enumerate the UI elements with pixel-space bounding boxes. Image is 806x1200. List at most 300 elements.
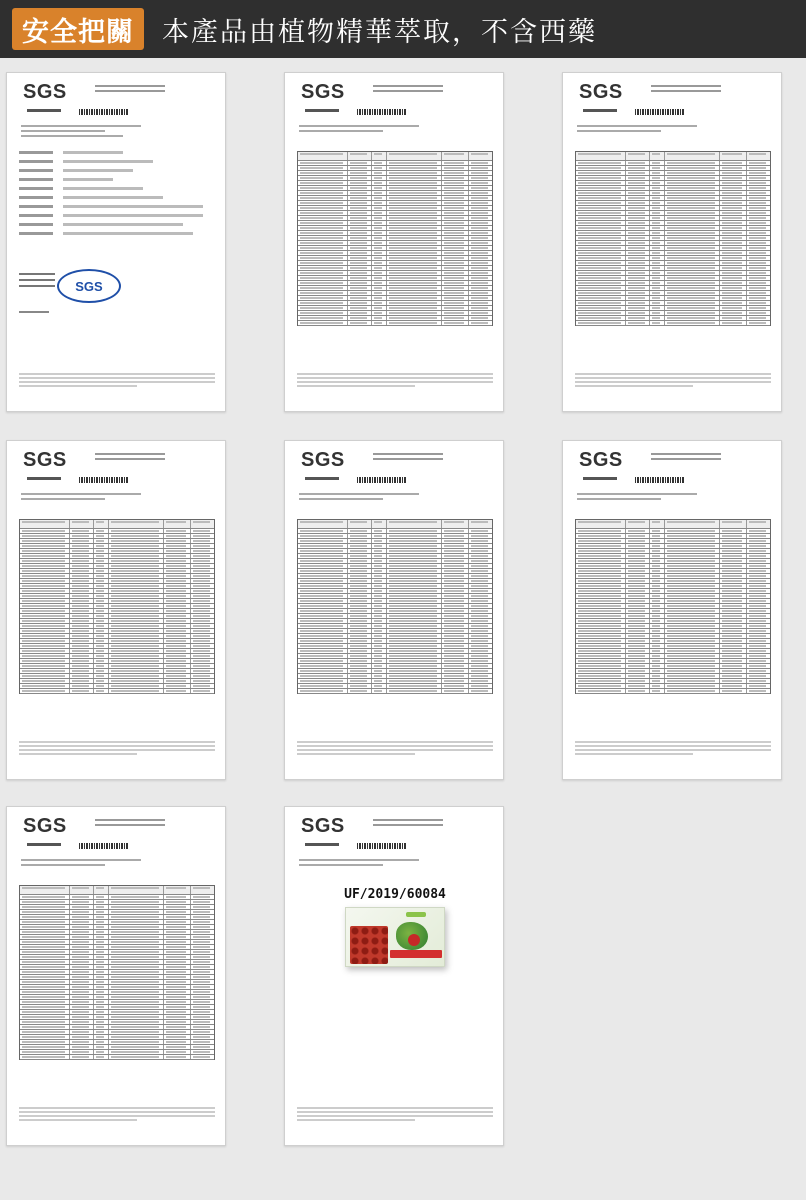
footer-text: [19, 373, 215, 389]
table-cell: [109, 925, 163, 929]
table-cell: [650, 684, 666, 688]
table-cell: [109, 589, 163, 593]
table-cell: [442, 226, 469, 230]
table-cell: [348, 529, 371, 533]
table-cell: [348, 609, 371, 613]
table-cell: [70, 1005, 93, 1009]
table-cell: [20, 940, 70, 944]
sgs-logo: SGS: [301, 81, 345, 103]
table-cell: [387, 684, 441, 688]
table-cell: [576, 619, 626, 623]
table-cell: [70, 970, 93, 974]
table-cell: [576, 271, 626, 275]
table-cell: [665, 196, 719, 200]
table-cell: [576, 679, 626, 683]
table-cell: [348, 261, 371, 265]
table-cell: [720, 544, 747, 548]
table-cell: [20, 609, 70, 613]
table-cell: [442, 256, 469, 260]
table-cell: [191, 995, 214, 999]
table-cell: [372, 206, 388, 210]
table-cell: [626, 649, 649, 653]
table-cell: [164, 920, 191, 924]
table-cell: [94, 1055, 110, 1059]
table-cell: [94, 900, 110, 904]
table-cell: [387, 296, 441, 300]
table-cell: [665, 669, 719, 673]
table-cell: [298, 291, 348, 295]
table-cell: [387, 321, 441, 325]
table-cell: [372, 216, 388, 220]
table-cell: [191, 985, 214, 989]
table-cell: [109, 539, 163, 543]
test-report-page-8: [284, 806, 504, 1146]
table-cell: [576, 604, 626, 608]
table-cell: [70, 649, 93, 653]
table-cell: [387, 221, 441, 225]
table-cell: [442, 196, 469, 200]
table-cell: [164, 679, 191, 683]
table-cell: [747, 171, 770, 175]
table-cell: [469, 569, 492, 573]
table-cell: [387, 674, 441, 678]
barcode: [357, 843, 407, 849]
table-cell: [191, 604, 214, 608]
table-cell: [442, 664, 469, 668]
table-cell: [665, 261, 719, 265]
table-cell: [20, 1055, 70, 1059]
table-cell: [665, 689, 719, 693]
table-cell: [94, 1010, 110, 1014]
table-cell: [372, 276, 388, 280]
table-cell: [191, 689, 214, 693]
table-cell: [665, 654, 719, 658]
table-cell: [164, 1020, 191, 1024]
table-cell: [576, 296, 626, 300]
table-cell: [650, 201, 666, 205]
table-cell: [442, 564, 469, 568]
table-cell: [387, 529, 441, 533]
table-cell: [387, 291, 441, 295]
table-cell: [372, 594, 388, 598]
table-cell: [387, 614, 441, 618]
table-cell: [626, 241, 649, 245]
table-cell: [191, 955, 214, 959]
table-cell: [626, 231, 649, 235]
results-table: [575, 519, 771, 694]
table-cell: [372, 306, 388, 310]
table-cell: [387, 166, 441, 170]
table-cell: [576, 554, 626, 558]
table-cell: [298, 216, 348, 220]
table-cell: [109, 619, 163, 623]
table-cell: [94, 619, 110, 623]
table-cell: [109, 1020, 163, 1024]
table-cell: [626, 554, 649, 558]
table-cell: [298, 316, 348, 320]
table-cell: [298, 321, 348, 325]
table-cell: [650, 176, 666, 180]
table-row: [20, 689, 214, 694]
table-cell: [298, 276, 348, 280]
table-cell: [348, 629, 371, 633]
table-cell: [109, 1015, 163, 1019]
table-cell: [164, 915, 191, 919]
table-cell: [298, 649, 348, 653]
test-report-page-2: [284, 72, 504, 412]
table-cell: [650, 246, 666, 250]
table-cell: [747, 311, 770, 315]
table-cell: [469, 216, 492, 220]
table-cell: [372, 286, 388, 290]
table-cell: [576, 171, 626, 175]
table-cell: [576, 664, 626, 668]
table-cell: [372, 684, 388, 688]
table-cell: [665, 201, 719, 205]
table-cell: [372, 604, 388, 608]
table-cell: [720, 529, 747, 533]
test-report-page-1: [6, 72, 226, 412]
table-cell: [164, 634, 191, 638]
table-cell: [665, 301, 719, 305]
table-cell: [650, 544, 666, 548]
table-cell: [387, 241, 441, 245]
table-cell: [469, 281, 492, 285]
table-cell: [387, 609, 441, 613]
table-cell: [70, 965, 93, 969]
table-cell: [109, 569, 163, 573]
table-cell: [720, 629, 747, 633]
table-cell: [94, 684, 110, 688]
table-cell: [442, 306, 469, 310]
table-cell: [348, 286, 371, 290]
table-cell: [665, 166, 719, 170]
table-cell: [469, 166, 492, 170]
table-cell: [576, 226, 626, 230]
table-cell: [576, 316, 626, 320]
table-cell: [372, 251, 388, 255]
table-cell: [442, 679, 469, 683]
table-cell: [747, 539, 770, 543]
table-cell: [665, 246, 719, 250]
table-cell: [109, 674, 163, 678]
table-cell: [20, 629, 70, 633]
sgs-logo: SGS: [301, 449, 345, 471]
table-cell: [70, 985, 93, 989]
table-cell: [469, 211, 492, 215]
table-cell: [164, 534, 191, 538]
table-cell: [109, 990, 163, 994]
report-meta: [21, 859, 141, 869]
table-cell: [469, 689, 492, 693]
table-cell: [109, 935, 163, 939]
table-cell: [442, 674, 469, 678]
table-cell: [442, 296, 469, 300]
table-cell: [387, 251, 441, 255]
table-cell: [372, 256, 388, 260]
table-cell: [720, 589, 747, 593]
table-cell: [387, 181, 441, 185]
table-cell: [720, 221, 747, 225]
table-cell: [20, 1015, 70, 1019]
table-cell: [348, 664, 371, 668]
table-cell: [442, 266, 469, 270]
table-cell: [747, 664, 770, 668]
table-cell: [387, 644, 441, 648]
table-cell: [20, 975, 70, 979]
table-cell: [469, 599, 492, 603]
table-cell: [348, 679, 371, 683]
table-cell: [665, 251, 719, 255]
table-cell: [164, 965, 191, 969]
product-photo: [345, 907, 445, 967]
table-cell: [70, 689, 93, 693]
table-cell: [20, 1005, 70, 1009]
table-cell: [70, 549, 93, 553]
table-cell: [387, 316, 441, 320]
table-cell: [109, 544, 163, 548]
table-cell: [747, 286, 770, 290]
table-cell: [164, 925, 191, 929]
table-cell: [20, 900, 70, 904]
table-cell: [387, 679, 441, 683]
table-cell: [442, 152, 469, 160]
table-cell: [191, 549, 214, 553]
table-cell: [20, 664, 70, 668]
table-cell: [576, 161, 626, 165]
table-cell: [747, 654, 770, 658]
table-cell: [576, 594, 626, 598]
table-cell: [94, 945, 110, 949]
table-cell: [298, 609, 348, 613]
table-cell: [576, 176, 626, 180]
table-cell: [650, 211, 666, 215]
table-cell: [298, 669, 348, 673]
table-cell: [94, 534, 110, 538]
table-cell: [70, 614, 93, 618]
table-cell: [720, 579, 747, 583]
table-cell: [665, 614, 719, 618]
table-cell: [70, 975, 93, 979]
table-cell: [94, 1025, 110, 1029]
table-cell: [442, 216, 469, 220]
report-title: [305, 109, 339, 112]
table-cell: [626, 256, 649, 260]
table-cell: [665, 594, 719, 598]
table-cell: [348, 669, 371, 673]
table-cell: [626, 206, 649, 210]
table-cell: [626, 311, 649, 315]
table-cell: [109, 915, 163, 919]
table-cell: [442, 574, 469, 578]
table-cell: [298, 166, 348, 170]
table-cell: [650, 311, 666, 315]
table-cell: [94, 950, 110, 954]
table-cell: [650, 584, 666, 588]
table-cell: [747, 599, 770, 603]
table-cell: [20, 544, 70, 548]
table-cell: [387, 206, 441, 210]
table-cell: [191, 639, 214, 643]
table-cell: [298, 236, 348, 240]
table-cell: [191, 1035, 214, 1039]
table-cell: [650, 216, 666, 220]
table-cell: [109, 905, 163, 909]
table-cell: [665, 574, 719, 578]
table-cell: [94, 654, 110, 658]
table-cell: [626, 644, 649, 648]
table-cell: [650, 664, 666, 668]
table-header-row: [20, 520, 214, 529]
table-cell: [164, 544, 191, 548]
table-cell: [665, 609, 719, 613]
table-cell: [372, 539, 388, 543]
table-cell: [387, 689, 441, 693]
table-cell: [372, 281, 388, 285]
table-cell: [20, 955, 70, 959]
table-cell: [348, 291, 371, 295]
table-cell: [626, 236, 649, 240]
table-cell: [298, 589, 348, 593]
report-meta: [21, 493, 141, 503]
table-cell: [191, 559, 214, 563]
table-cell: [626, 251, 649, 255]
berry-icon: [408, 934, 420, 946]
table-cell: [372, 311, 388, 315]
table-cell: [576, 564, 626, 568]
table-cell: [70, 589, 93, 593]
table-cell: [747, 152, 770, 160]
table-cell: [191, 664, 214, 668]
table-header-row: [576, 520, 770, 529]
table-cell: [164, 886, 191, 894]
table-cell: [298, 624, 348, 628]
table-cell: [70, 599, 93, 603]
table-cell: [94, 539, 110, 543]
table-cell: [650, 161, 666, 165]
table-cell: [70, 654, 93, 658]
table-cell: [298, 186, 348, 190]
table-cell: [298, 176, 348, 180]
report-header: [95, 819, 165, 829]
table-cell: [70, 1040, 93, 1044]
table-cell: [442, 624, 469, 628]
table-cell: [720, 311, 747, 315]
table-cell: [576, 649, 626, 653]
table-cell: [94, 960, 110, 964]
table-cell: [372, 614, 388, 618]
table-cell: [20, 905, 70, 909]
table-cell: [164, 970, 191, 974]
table-cell: [348, 311, 371, 315]
table-cell: [20, 564, 70, 568]
table-cell: [650, 251, 666, 255]
table-cell: [720, 634, 747, 638]
table-cell: [372, 161, 388, 165]
table-cell: [70, 905, 93, 909]
table-cell: [720, 679, 747, 683]
table-cell: [469, 181, 492, 185]
table-cell: [469, 201, 492, 205]
table-cell: [442, 654, 469, 658]
table-cell: [747, 569, 770, 573]
table-cell: [747, 589, 770, 593]
table-cell: [626, 152, 649, 160]
table-cell: [665, 281, 719, 285]
table-cell: [372, 544, 388, 548]
table-cell: [650, 306, 666, 310]
table-cell: [298, 152, 348, 160]
table-cell: [191, 564, 214, 568]
table-cell: [164, 1035, 191, 1039]
table-cell: [576, 236, 626, 240]
table-cell: [94, 955, 110, 959]
table-cell: [164, 1015, 191, 1019]
table-cell: [94, 990, 110, 994]
table-cell: [626, 216, 649, 220]
table-cell: [191, 594, 214, 598]
table-cell: [164, 945, 191, 949]
table-cell: [626, 201, 649, 205]
table-cell: [348, 579, 371, 583]
table-cell: [442, 579, 469, 583]
table-cell: [348, 624, 371, 628]
table-cell: [650, 574, 666, 578]
table-cell: [650, 609, 666, 613]
table-cell: [70, 960, 93, 964]
table-cell: [70, 659, 93, 663]
capsule-blister-icon: [350, 926, 388, 964]
table-cell: [747, 281, 770, 285]
table-cell: [576, 221, 626, 225]
table-cell: [191, 975, 214, 979]
table-cell: [298, 554, 348, 558]
table-cell: [720, 301, 747, 305]
table-cell: [70, 529, 93, 533]
table-cell: [94, 569, 110, 573]
table-cell: [70, 920, 93, 924]
table-cell: [626, 674, 649, 678]
table-cell: [348, 549, 371, 553]
table-cell: [94, 1030, 110, 1034]
table-cell: [20, 589, 70, 593]
table-cell: [665, 604, 719, 608]
table-cell: [20, 539, 70, 543]
table-cell: [109, 970, 163, 974]
table-cell: [109, 886, 163, 894]
table-cell: [109, 955, 163, 959]
table-cell: [650, 520, 666, 528]
barcode: [79, 843, 129, 849]
table-cell: [109, 1055, 163, 1059]
table-cell: [576, 201, 626, 205]
table-cell: [298, 306, 348, 310]
table-cell: [20, 624, 70, 628]
table-cell: [191, 950, 214, 954]
table-cell: [70, 554, 93, 558]
table-cell: [747, 221, 770, 225]
table-cell: [650, 549, 666, 553]
table-cell: [665, 544, 719, 548]
table-row: [576, 321, 770, 326]
table-cell: [298, 221, 348, 225]
table-cell: [665, 564, 719, 568]
table-cell: [442, 271, 469, 275]
table-cell: [747, 584, 770, 588]
table-cell: [442, 201, 469, 205]
table-cell: [387, 306, 441, 310]
report-header: [651, 453, 721, 463]
